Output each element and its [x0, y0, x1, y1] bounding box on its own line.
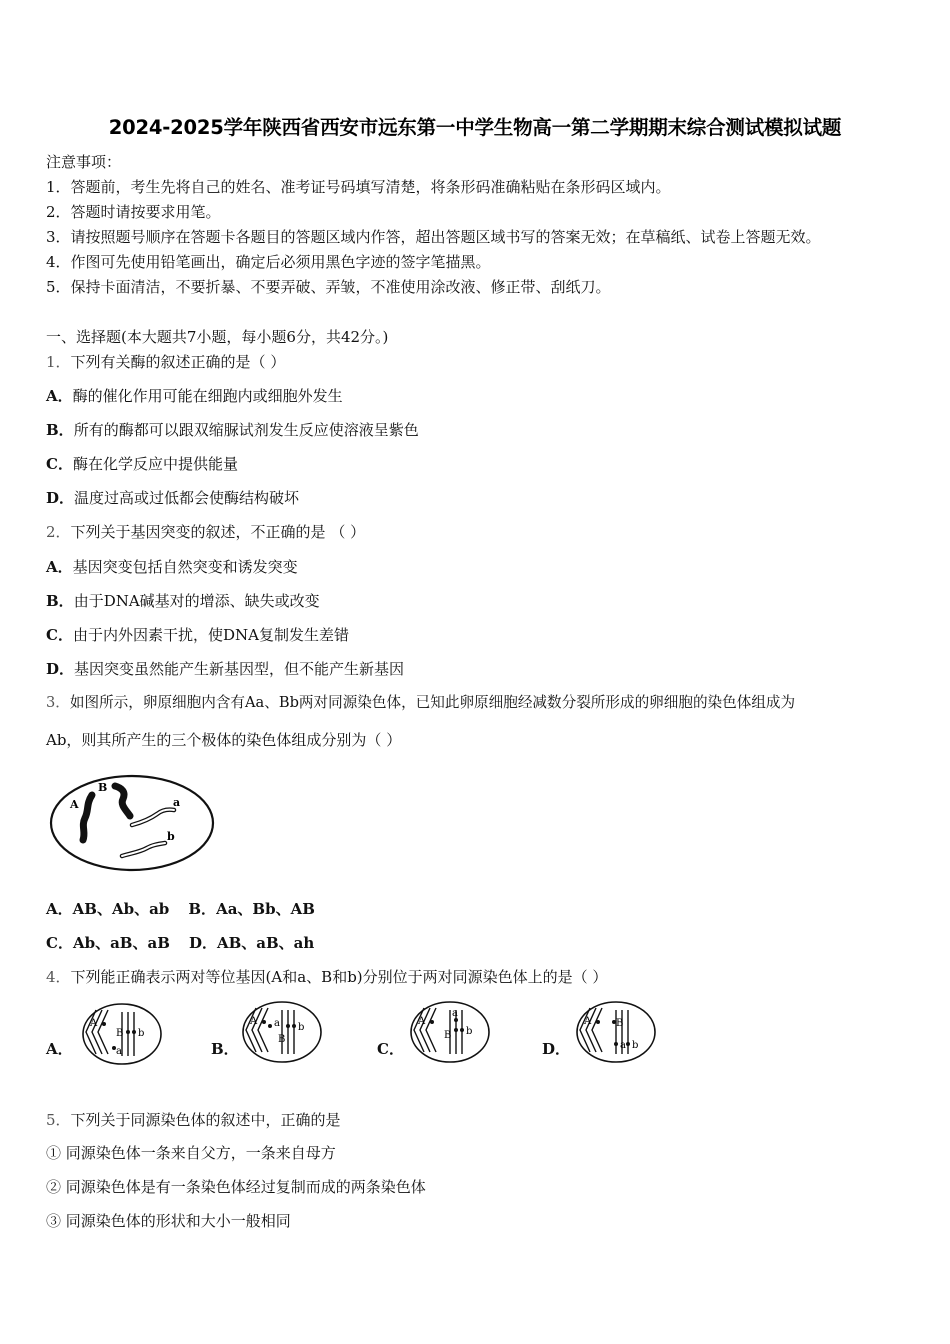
question-3-stem — [46, 693, 795, 713]
svg-text:B: B — [616, 1018, 624, 1029]
q1-option-c[interactable]: C．酶在化学反应中提供能量 — [46, 455, 238, 473]
q3-option-b[interactable]: B．Aa、Bb、AB — [188, 900, 315, 918]
q3-option-c[interactable]: C．Ab、aB、aB — [46, 934, 170, 952]
q4-option-a[interactable]: A． — [46, 1040, 73, 1058]
q1-option-a[interactable]: A．酶的催化作用可能在细跑内或细胞外发生 — [46, 387, 343, 405]
svg-text:b: b — [138, 1028, 145, 1039]
section-heading: 一、选择题(本大题共7小题，每小题6分，共42分。) — [46, 328, 389, 346]
q5-statement-1: ① 同源染色体一条来自父方，一条来自母方 — [46, 1144, 336, 1162]
question-text: 下列关于同源染色体的叙述中，正确的是 — [70, 1111, 341, 1129]
question-number: 1． — [46, 353, 71, 371]
question-number: 5． — [46, 1111, 71, 1129]
notice-item: 5．保持卡面清洁，不要折暴、不要弄破、弄皱，不准使用涂改液、修正带、刮纸刀。 — [46, 278, 611, 296]
q3-options-row-2 — [46, 933, 314, 953]
q4-figure-d — [574, 1000, 658, 1064]
svg-text:A: A — [584, 1016, 592, 1027]
notice-item: 2．答题时请按要求用笔。 — [46, 203, 221, 221]
label-A: A — [70, 798, 79, 811]
q2-option-b[interactable]: B．由于DNA碱基对的增添、缺失或改变 — [46, 592, 320, 610]
svg-text:b: b — [632, 1040, 639, 1051]
q4-option-c[interactable]: C． — [377, 1040, 404, 1058]
svg-text:A: A — [418, 1016, 426, 1027]
question-number: 2． — [46, 523, 71, 541]
q2-option-c[interactable]: C．由于内外因素干扰，使DNA复制发生差错 — [46, 626, 349, 644]
question-text: 下列有关酶的叙述正确的是（ ） — [70, 353, 286, 371]
question-3-stem-cont: Ab，则其所产生的三个极体的染色体组成分别为（ ） — [46, 731, 402, 749]
svg-text:b: b — [298, 1022, 305, 1033]
question-text: 下列能正确表示两对等位基因(A和a、B和b)分别位于两对同源染色体上的是（ ） — [70, 968, 608, 986]
svg-text:a: a — [274, 1018, 280, 1029]
question-4-stem — [46, 967, 607, 987]
q4-option-b[interactable]: B． — [211, 1040, 239, 1058]
svg-text:B: B — [278, 1034, 286, 1045]
q3-options-row-1 — [46, 899, 315, 919]
q2-option-a[interactable]: A．基因突变包括自然突变和诱发突变 — [46, 558, 298, 576]
question-text: 下列关于基因突变的叙述，不正确的是 （ ） — [70, 523, 366, 541]
q1-option-b[interactable]: B．所有的酶都可以跟双缩脲试剂发生反应使溶液呈紫色 — [46, 421, 419, 439]
q2-option-d[interactable]: D．基因突变虽然能产生新基因型，但不能产生新基因 — [46, 660, 405, 678]
svg-text:b: b — [466, 1026, 473, 1037]
label-a: a — [173, 796, 181, 809]
q4-figure-c — [408, 1000, 492, 1064]
q4-figure-b — [240, 1000, 324, 1064]
svg-text:B: B — [444, 1030, 452, 1041]
notice-item: 1．答题前，考生先将自己的姓名、准考证号码填写清楚，将条形码准确粘贴在条形码区域内。 — [46, 178, 671, 196]
svg-text:a: a — [452, 1008, 458, 1019]
q4-option-d[interactable]: D． — [542, 1040, 571, 1058]
q1-option-d[interactable]: D．温度过高或过低都会使酶结构破坏 — [46, 489, 300, 507]
notice-heading: 注意事项： — [46, 153, 122, 171]
oocyte-chromosome-figure — [48, 770, 218, 880]
label-B: B — [98, 781, 108, 794]
q3-option-d[interactable]: D．AB、aB、ah — [188, 934, 315, 952]
q5-statement-3: ③ 同源染色体的形状和大小一般相同 — [46, 1212, 291, 1230]
question-number: 3． — [46, 694, 70, 711]
svg-text:a: a — [116, 1046, 122, 1057]
svg-text:B: B — [116, 1028, 124, 1039]
question-5-stem — [46, 1110, 341, 1130]
notice-item: 4．作图可先使用铅笔画出，确定后必须用黑色字迹的签字笔描黑。 — [46, 253, 491, 271]
svg-text:A: A — [250, 1016, 258, 1027]
q3-option-a[interactable]: A．AB、Ab、ab — [46, 900, 170, 918]
svg-text:A: A — [90, 1018, 98, 1029]
page-title: 2024-2025学年陕西省西安市远东第一中学生物高一第二学期期末综合测试模拟试题 — [108, 116, 842, 139]
svg-text:a: a — [620, 1040, 626, 1051]
q5-statement-2: ② 同源染色体是有一条染色体经过复制而成的两条染色体 — [46, 1178, 426, 1196]
label-b: b — [167, 830, 175, 843]
q4-figure-a — [80, 1002, 164, 1066]
question-number: 4． — [46, 968, 71, 986]
notice-item: 3．请按照题号顺序在答题卡各题目的答题区域内作答，超出答题区域书写的答案无效；在草稿纸、试卷上答题无效。 — [46, 228, 821, 246]
question-text: 如图所示，卵原细胞内含有Aa、Bb两对同源染色体，已知此卵原细胞经减数分裂所形成的卵细胞的染色体组成为 — [69, 694, 796, 711]
question-2-stem — [46, 522, 365, 542]
question-1-stem — [46, 352, 285, 372]
